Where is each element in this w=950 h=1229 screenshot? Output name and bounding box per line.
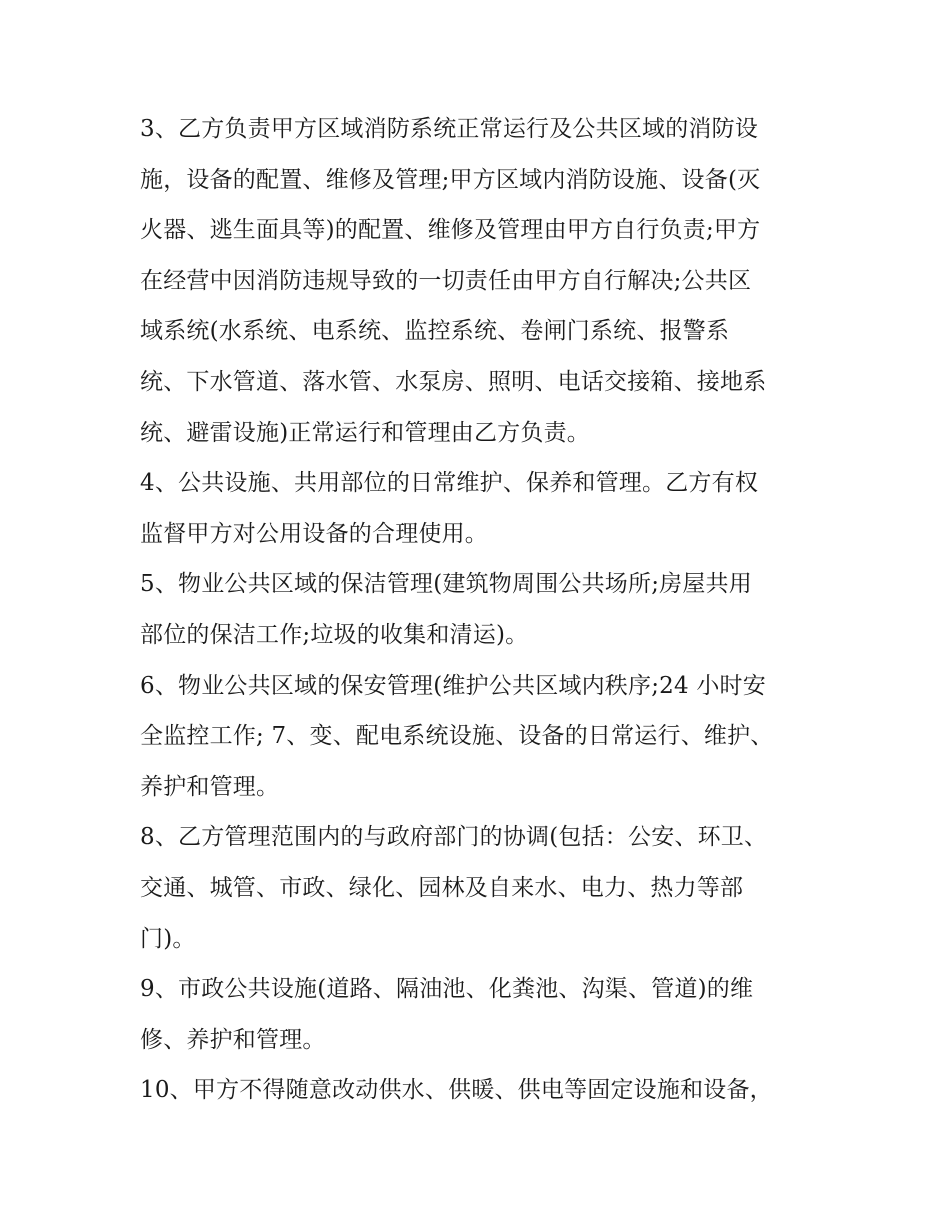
text-line: 火器、逃生面具等)的配置、维修及管理由甲方自行负责;甲方	[140, 217, 761, 244]
text-line: 6、物业公共区域的保安管理(维护公共区域内秩序;24 小时安	[140, 672, 766, 699]
text-line: 交通、城管、市政、绿化、园林及自来水、电力、热力等部	[140, 874, 744, 901]
text-line: 部位的保洁工作;垃圾的收集和清运)。	[140, 621, 529, 648]
text-line: 9、市政公共设施(道路、隔油池、化粪池、沟渠、管道)的维	[140, 976, 754, 1003]
text-line: 10、甲方不得随意改动供水、供暖、供电等固定设施和设备，	[140, 1077, 773, 1104]
document-body	[140, 104, 820, 1116]
text-line: 养护和管理。	[140, 773, 280, 800]
text-line: 8、乙方管理范围内的与政府部门的协调(包括：公安、环卫、	[140, 824, 768, 851]
text-line: 域系统(水系统、电系统、监控系统、卷闸门系统、报警系	[140, 318, 730, 345]
text-line: 修、养护和管理。	[140, 1026, 326, 1053]
text-line: 4、公共设施、共用部位的日常维护、保养和管理。乙方有权	[140, 470, 759, 497]
text-line: 监督甲方对公用设备的合理使用。	[140, 520, 488, 547]
text-line: 统、避雷设施)正常运行和管理由乙方负责。	[140, 419, 590, 446]
text-line: 统、下水管道、落水管、水泵房、照明、电话交接箱、接地系	[140, 368, 767, 395]
text-line: 在经营中因消防违规导致的一切责任由甲方自行解决;公共区	[140, 267, 752, 294]
text-line: 门)。	[140, 925, 196, 952]
text-line: 3、乙方负责甲方区域消防系统正常运行及公共区域的消防设	[140, 116, 759, 142]
text-line: 5、物业公共区域的保洁管理(建筑物周围公共场所;房屋共用	[140, 571, 752, 598]
text-line: 全监控工作; 7、变、配电系统设施、设备的日常运行、维护、	[140, 723, 774, 750]
text-line: 施，设备的配置、维修及管理;甲方区域内消防设施、设备(灭	[140, 166, 761, 193]
